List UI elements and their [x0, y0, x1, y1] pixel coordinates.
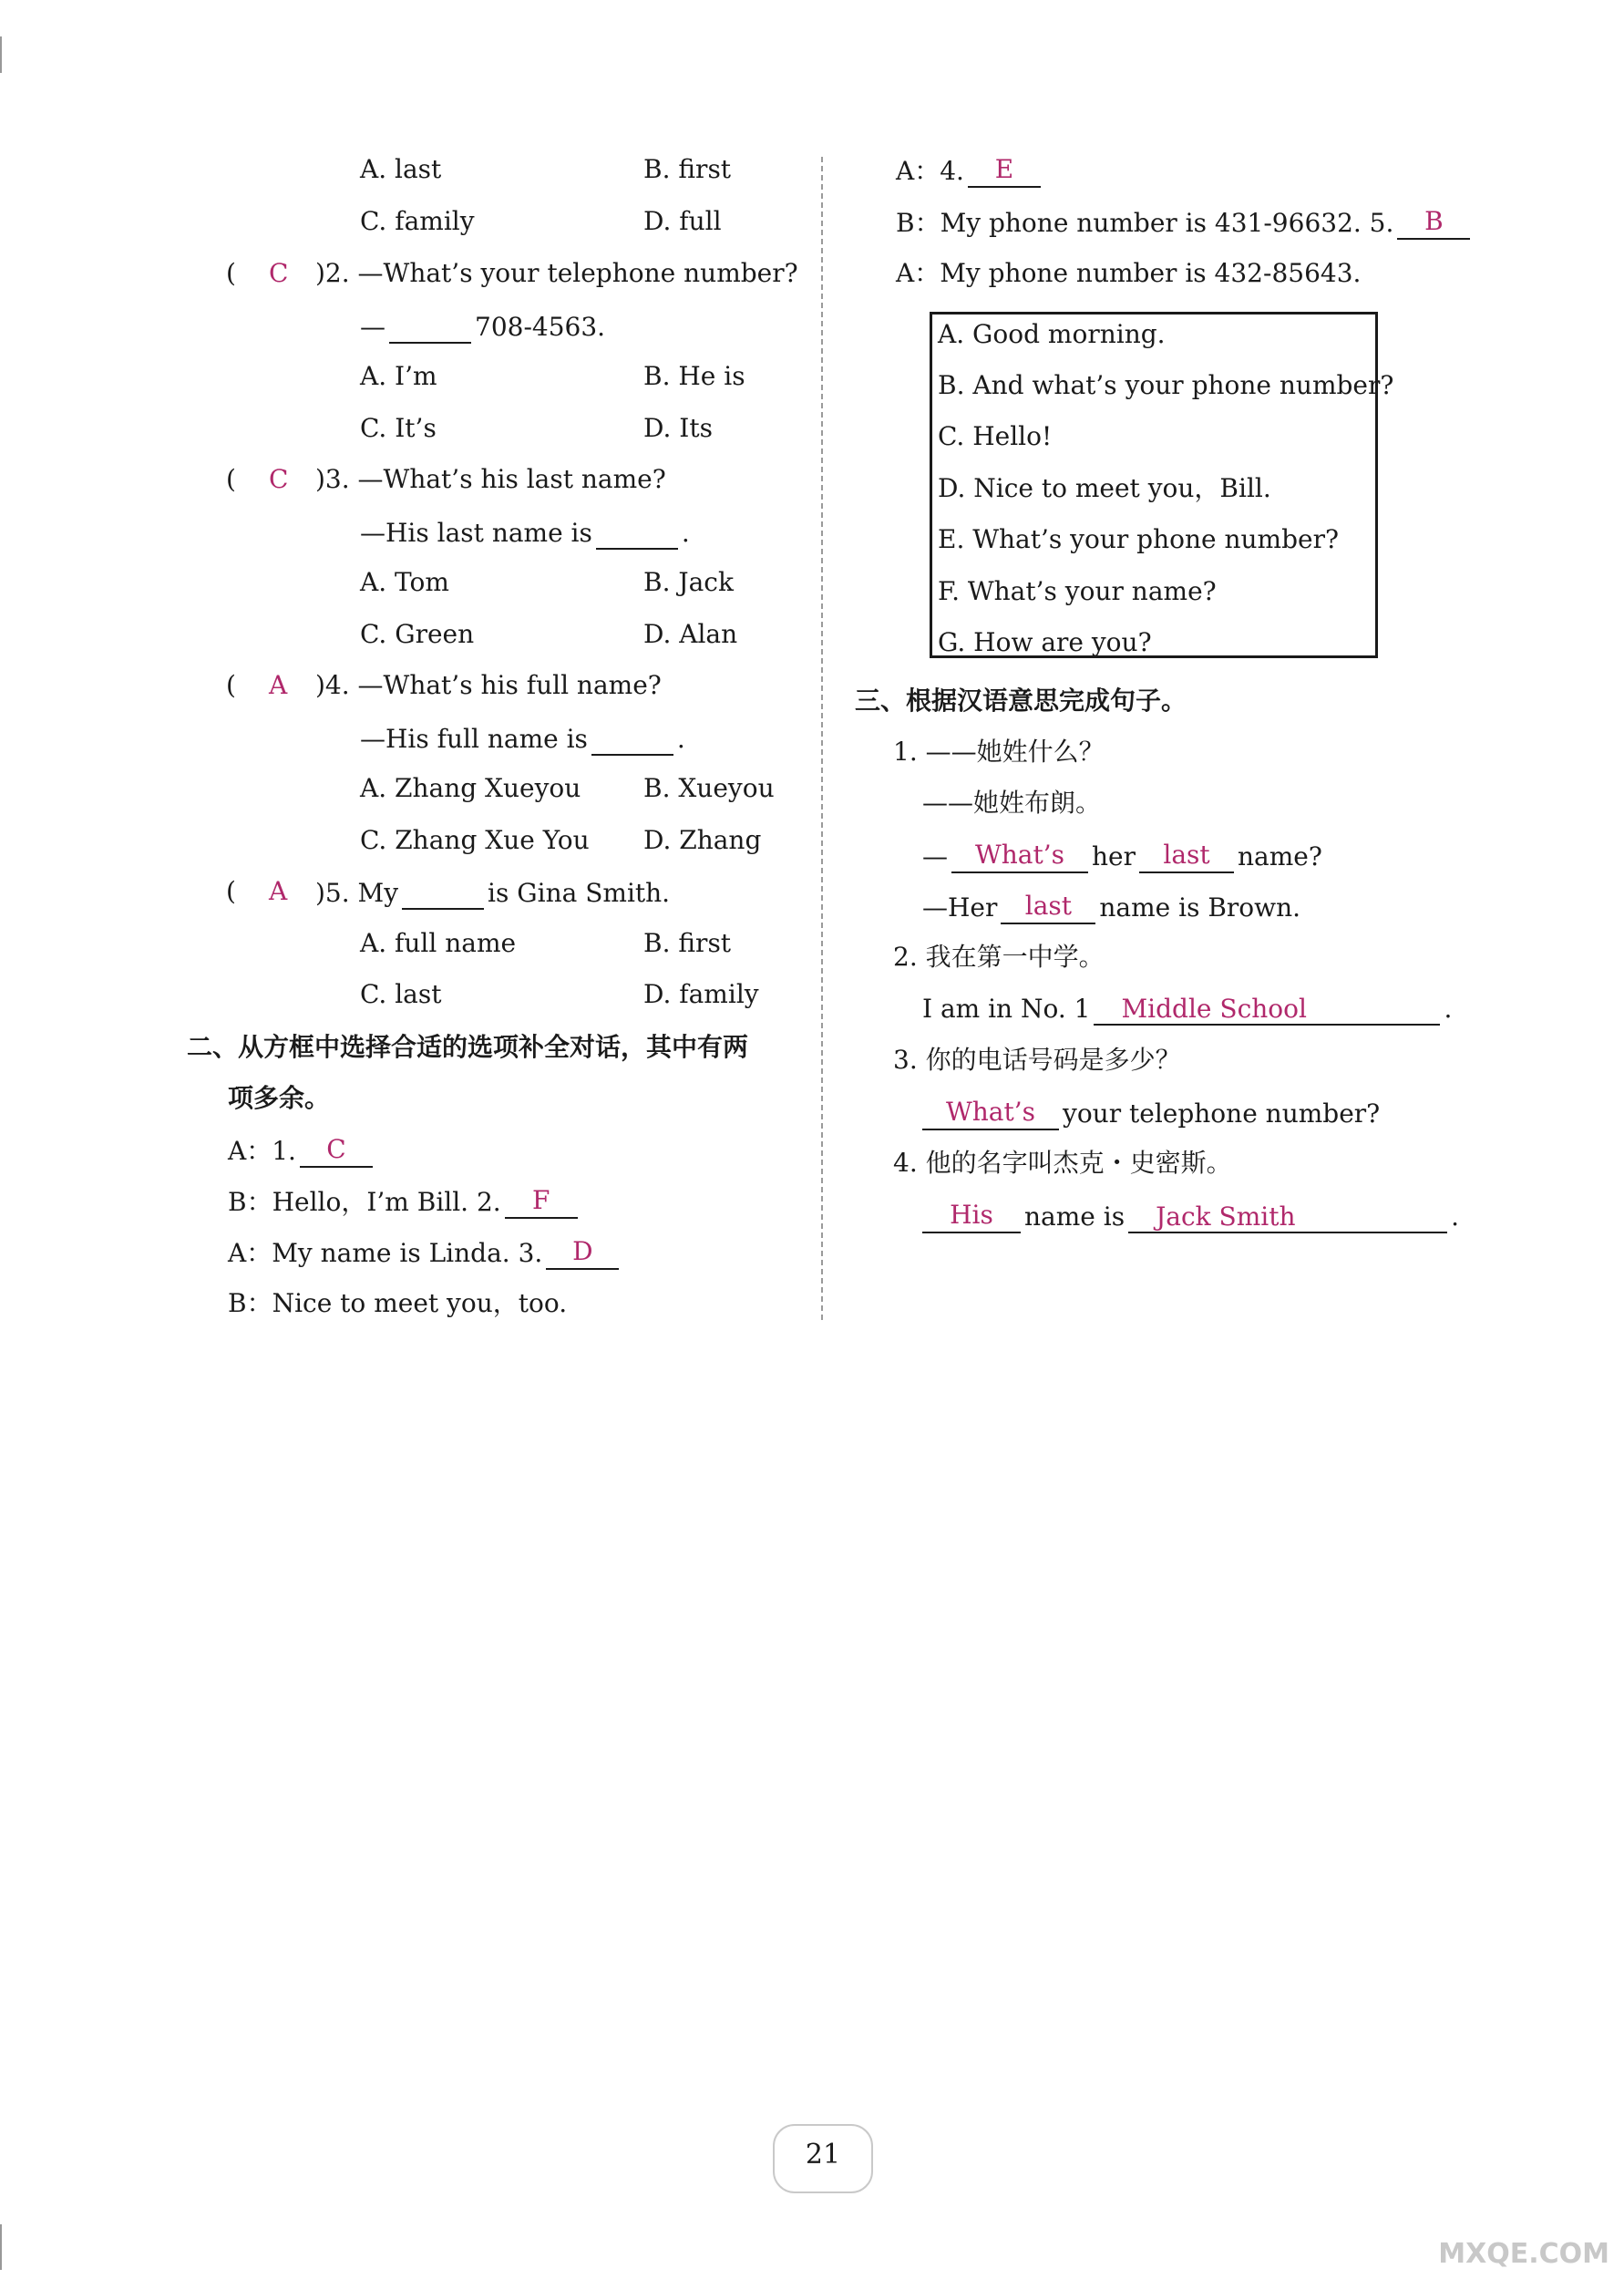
- q5-question: )5. My is Gina Smith.: [315, 875, 670, 910]
- section3-title: 三、根据汉语意思完成句子。: [855, 686, 1187, 716]
- page-number: 21: [805, 2139, 841, 2171]
- s4-blank-2: Jack Smith: [1128, 1201, 1447, 1233]
- s2-english: I am in No. 1 Middle School .: [922, 994, 1453, 1024]
- q1-option-a: A. last: [360, 154, 442, 184]
- q5-option-d: D. family: [643, 979, 759, 1009]
- s3-blank: What’s: [922, 1096, 1059, 1130]
- s4-english: His name is Jack Smith .: [922, 1199, 1459, 1233]
- q3-option-b: B. Jack: [643, 567, 734, 597]
- q3-option-a: A. Tom: [360, 567, 449, 597]
- q2-question: )2. —What’s your telephone number?: [315, 258, 798, 288]
- s2-blank: Middle School: [1094, 993, 1440, 1026]
- q3-option-c: C. Green: [360, 619, 475, 649]
- s1-blank-2: last: [1139, 839, 1234, 873]
- q1-option-c: C. family: [360, 206, 475, 236]
- q5-answer: A: [269, 876, 288, 906]
- s1-chinese-2: ——她姓布朗。: [922, 788, 1102, 818]
- s1-chinese-1: 1. ——她姓什么？: [893, 737, 1105, 767]
- dialog-blank-1: C: [300, 1133, 373, 1168]
- box-option-f: F. What’s your name?: [938, 576, 1217, 606]
- q3-blank: [596, 515, 678, 550]
- q3-answer: C: [269, 464, 289, 494]
- q4-paren-open: (: [226, 670, 236, 700]
- q1-option-b: B. first: [643, 154, 732, 184]
- q2-option-d: D. Its: [643, 413, 713, 443]
- q2-option-c: C. It’s: [360, 413, 437, 443]
- dialog-line-5: A：4. E: [896, 153, 1044, 188]
- q4-question: )4. —What’s his full name?: [315, 670, 662, 700]
- box-option-a: A. Good morning.: [938, 319, 1166, 349]
- dialog-line-7: A：My phone number is 432-85643.: [896, 258, 1362, 288]
- q2-blank: [389, 309, 471, 344]
- dialog-blank-2: F: [505, 1184, 578, 1219]
- q4-option-a: A. Zhang Xueyou: [360, 773, 581, 803]
- q3-paren-open: (: [226, 464, 236, 494]
- s1-blank-1: What’s: [951, 839, 1088, 873]
- q4-answer: A: [269, 670, 288, 700]
- crop-mark: [0, 2224, 2, 2270]
- section2-title-cont: 项多余。: [228, 1083, 331, 1113]
- box-option-c: C. Hello!: [938, 421, 1053, 451]
- dialog-line-2: B：Hello，I’m Bill. 2. F: [228, 1184, 581, 1219]
- dialog-blank-5: B: [1397, 205, 1470, 240]
- dialog-line-4: B：Nice to meet you，too.: [228, 1288, 568, 1318]
- dialog-line-1: A：1. C: [228, 1133, 376, 1168]
- q2-answer: C: [269, 258, 289, 288]
- q2-line2: — 708-4563.: [360, 309, 605, 344]
- s1-english-2: —Her last name is Brown.: [922, 891, 1301, 923]
- q3-line2: —His last name is .: [360, 515, 690, 550]
- section2-title: 二、从方框中选择合适的选项补全对话，其中有两: [187, 1032, 749, 1062]
- q2-option-a: A. I’m: [360, 361, 437, 391]
- q4-blank: [591, 721, 673, 756]
- box-option-e: E. What’s your phone number?: [938, 524, 1339, 554]
- s3-english: What’s your telephone number?: [922, 1096, 1380, 1130]
- column-divider: [821, 157, 823, 1320]
- q2-option-b: B. He is: [643, 361, 745, 391]
- box-option-b: B. And what’s your phone number?: [938, 370, 1394, 400]
- dialog-line-3: A：My name is Linda. 3. D: [228, 1235, 622, 1270]
- page-number-badge: [773, 2124, 873, 2193]
- watermark: MXQE.COM: [1438, 2238, 1609, 2270]
- q3-option-d: D. Alan: [643, 619, 738, 649]
- q3-question: )3. —What’s his last name?: [315, 464, 666, 494]
- q4-option-b: B. Xueyou: [643, 773, 775, 803]
- s4-blank-1: His: [922, 1199, 1021, 1233]
- q4-option-d: D. Zhang: [643, 825, 762, 855]
- crop-mark: [0, 36, 2, 73]
- s4-chinese: 4. 他的名字叫杰克・史密斯。: [893, 1148, 1232, 1178]
- q5-option-b: B. first: [643, 928, 732, 958]
- options-box: [930, 312, 1394, 658]
- box-option-g: G. How are you?: [938, 627, 1152, 657]
- s2-chinese: 2. 我在第一中学。: [893, 942, 1105, 972]
- s1-blank-3: last: [1001, 890, 1095, 924]
- dialog-blank-4: E: [968, 153, 1041, 188]
- q4-option-c: C. Zhang Xue You: [360, 825, 590, 855]
- q1-option-d: D. full: [643, 206, 722, 236]
- q5-option-c: C. last: [360, 979, 442, 1009]
- s3-chinese: 3. 你的电话号码是多少？: [893, 1045, 1181, 1075]
- q5-option-a: A. full name: [360, 928, 517, 958]
- q2-paren-open: (: [226, 258, 236, 288]
- dialog-line-6: B：My phone number is 431-96632. 5. B: [896, 205, 1474, 240]
- q4-line2: —His full name is .: [360, 721, 685, 756]
- q5-blank: [402, 875, 484, 910]
- box-option-d: D. Nice to meet you，Bill.: [938, 473, 1271, 503]
- dialog-blank-3: D: [546, 1235, 619, 1270]
- s1-english-1: — What’s her last name?: [922, 840, 1322, 871]
- q5-paren-open: (: [226, 876, 236, 906]
